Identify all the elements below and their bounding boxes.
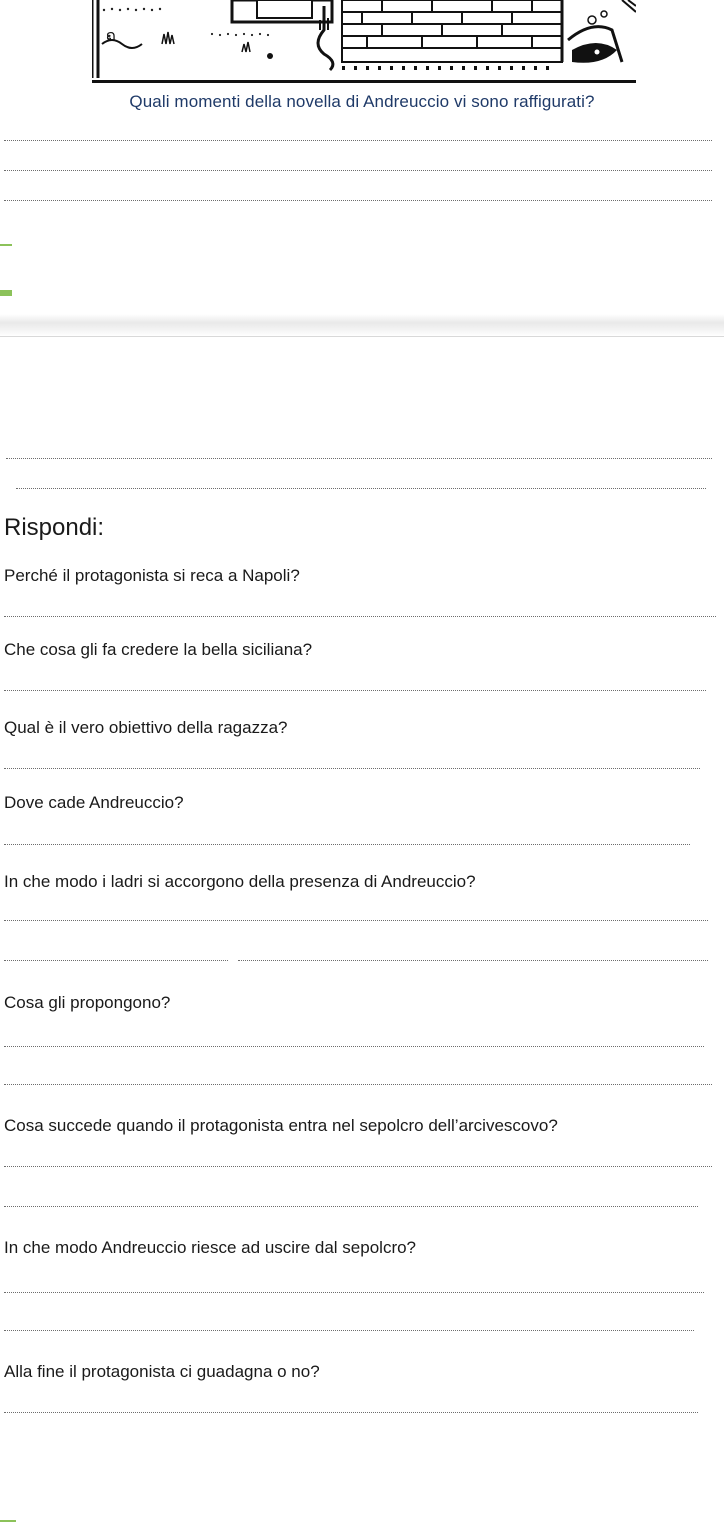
question-4: Dove cade Andreuccio? xyxy=(4,793,184,812)
answer-line[interactable] xyxy=(4,690,706,691)
answer-line[interactable] xyxy=(16,488,706,489)
illustration-caption: Quali momenti della novella di Andreuccio vi sono raffigurati? xyxy=(129,92,595,111)
answer-line[interactable] xyxy=(4,1084,712,1085)
question-9: Alla fine il protagonista ci guadagna o no? xyxy=(4,1362,320,1381)
answer-line[interactable] xyxy=(4,140,712,141)
question-5: In che modo i ladri si accorgono della presenza di Andreuccio? xyxy=(4,872,476,891)
answer-line[interactable] xyxy=(4,1330,694,1331)
answer-line[interactable] xyxy=(4,768,700,769)
answer-line[interactable] xyxy=(4,616,716,617)
answer-line[interactable] xyxy=(4,200,712,201)
answer-line[interactable] xyxy=(238,960,708,961)
question-2: Che cosa gli fa credere la bella siciliana? xyxy=(4,640,313,659)
svg-text:ຄ: ຄ xyxy=(106,28,116,44)
question-8: In che modo Andreuccio riesce ad uscire dal sepolcro? xyxy=(4,1238,417,1257)
green-margin-mark xyxy=(0,244,12,246)
question-1: Perché il protagonista si reca a Napoli? xyxy=(4,566,300,585)
answer-line[interactable] xyxy=(4,1166,712,1167)
question-6: Cosa gli propongono? xyxy=(4,993,171,1012)
answer-line[interactable] xyxy=(4,1206,698,1207)
question-3: Qual è il vero obiettivo della ragazza? xyxy=(4,718,288,737)
answer-line[interactable] xyxy=(4,1412,698,1413)
question-7: Cosa succede quando il protagonista entra nel sepolcro dell’arcivescovo? xyxy=(4,1116,558,1135)
answer-line[interactable] xyxy=(4,1046,704,1047)
woodcut-illustration xyxy=(92,0,636,83)
answer-line[interactable] xyxy=(4,844,690,845)
answer-line[interactable] xyxy=(4,1292,704,1293)
green-margin-mark xyxy=(0,1520,16,1522)
answer-line[interactable] xyxy=(6,458,712,459)
answer-line[interactable] xyxy=(4,170,712,171)
green-margin-mark xyxy=(0,290,12,296)
page-divider xyxy=(0,314,724,337)
answer-line[interactable] xyxy=(4,920,708,921)
answer-line[interactable] xyxy=(4,960,228,961)
section-heading: Rispondi: xyxy=(4,514,105,541)
